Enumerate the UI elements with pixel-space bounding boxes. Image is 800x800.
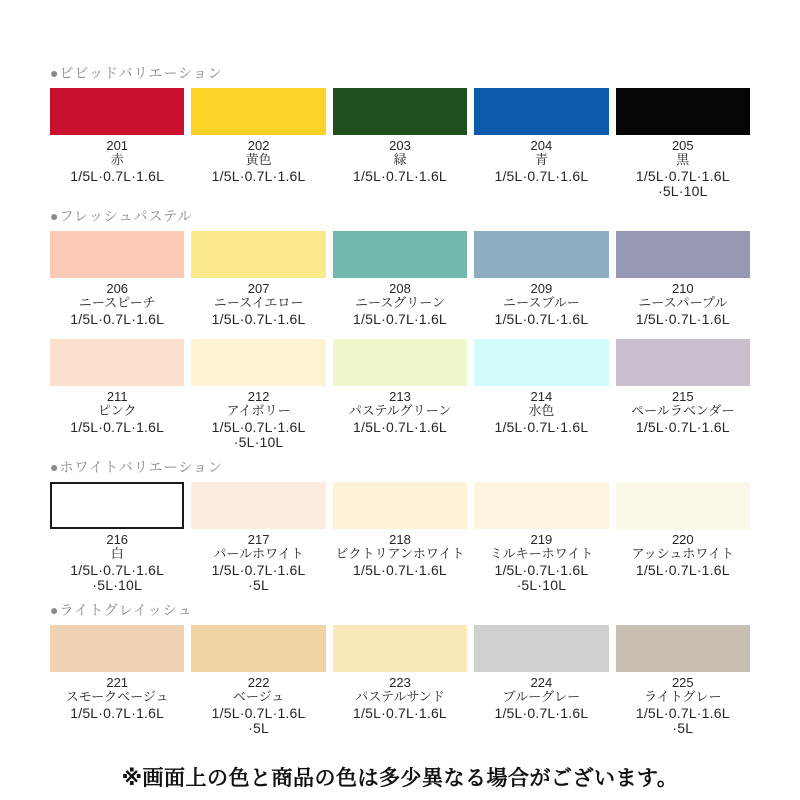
color-name: スモークベージュ [65,689,169,704]
color-code: 213 [389,389,411,404]
section-title: ●フレッシュパステル [50,208,193,224]
color-item-212 [191,339,325,450]
color-code: 205 [671,138,694,153]
color-code: 215 [671,389,694,404]
sizes-line-1: 1/5L·0.7L·1.6L [70,419,165,435]
section-vivid-variation [50,64,750,199]
color-item-219 [474,482,608,593]
color-code: 207 [247,281,270,296]
color-sizes [616,420,750,435]
sizes-line-2: ·5L [248,720,270,736]
color-code: 218 [389,532,411,547]
color-name: ニースイエロー [213,295,304,310]
color-disclaimer-note: ※画面上の色と商品の色は多少異なる場合がございます。 [121,767,679,790]
sizes-line-1: 1/5L·0.7L·1.6L [635,311,730,327]
sizes-line-1: 1/5L·0.7L·1.6L [635,419,730,435]
sizes-line-2: ·5L·10L [92,577,143,593]
color-code: 210 [671,281,694,296]
color-swatch [616,625,750,672]
sizes-line-1: 1/5L·0.7L·1.6L [635,705,730,721]
color-item-202 [191,88,325,199]
color-swatch [191,339,325,386]
color-swatch [474,482,608,529]
color-name: ビクトリアンホワイト [335,546,465,561]
sizes-line-1: 1/5L·0.7L·1.6L [353,419,447,435]
color-name: ペールラベンダー [631,403,735,418]
section-title: ●ホワイトバリエーション [50,459,223,475]
color-name: アッシュホワイト [631,546,735,561]
sizes-line-2: ·5L·10L [233,434,284,450]
color-sizes [50,312,184,327]
color-swatch [474,231,608,278]
color-code: 220 [671,532,694,547]
color-name: ニースブルー [502,295,580,310]
color-item-221 [50,625,184,736]
color-code: 221 [106,675,129,690]
color-name: パステルグリーン [348,403,452,418]
color-sizes [50,563,184,593]
color-sizes [616,706,750,736]
color-name: 水色 [528,403,555,418]
color-sizes [616,563,750,578]
color-code: 216 [106,532,129,547]
color-sizes [333,420,467,435]
color-code: 212 [247,389,270,404]
color-item-224 [474,625,608,736]
color-item-210 [616,231,750,327]
color-swatch [50,88,184,135]
sizes-line-2: ·5L [248,577,270,593]
color-swatch [50,231,184,278]
color-item-218 [333,482,467,593]
sizes-line-2: ·5L [672,720,694,736]
swatch-row [50,482,750,593]
color-sizes [474,312,608,327]
sizes-line-1: 1/5L·0.7L·1.6L [353,705,447,721]
color-name: 黒 [676,152,690,167]
sizes-line-1: 1/5L·0.7L·1.6L [353,311,447,327]
color-item-207 [191,231,325,327]
color-swatch [474,88,608,135]
color-sizes [191,312,325,327]
color-sizes [474,563,608,593]
sizes-line-1: 1/5L·0.7L·1.6L [211,419,306,435]
color-name: ミルキーホワイト [489,546,594,561]
color-code: 209 [530,281,553,296]
color-swatch [333,339,467,386]
color-item-215 [616,339,750,450]
color-item-205 [616,88,750,199]
color-swatch [50,482,184,529]
color-item-201 [50,88,184,199]
color-sizes [191,420,325,450]
color-item-209 [474,231,608,327]
color-swatch [616,339,750,386]
sizes-line-1: 1/5L·0.7L·1.6L [211,705,306,721]
color-code: 224 [530,675,553,690]
color-swatch [191,625,325,672]
color-code: 217 [247,532,270,547]
section-fresh-pastel [50,207,750,450]
sizes-line-1: 1/5L·0.7L·1.6L [70,168,165,184]
color-swatch [474,625,608,672]
sizes-line-2: ·5L·10L [516,577,567,593]
color-item-206 [50,231,184,327]
color-name: パステルサンド [355,689,445,704]
sizes-line-1: 1/5L·0.7L·1.6L [635,562,730,578]
color-name: ピンク [97,403,137,418]
color-item-222 [191,625,325,736]
color-swatch [616,88,750,135]
color-sizes [333,563,467,578]
color-swatch [191,482,325,529]
color-sizes [333,312,467,327]
color-item-220 [616,482,750,593]
color-name: 赤 [110,152,124,167]
color-swatch [50,625,184,672]
color-item-204 [474,88,608,199]
color-name: ライトグレー [644,689,722,704]
sizes-line-1: 1/5L·0.7L·1.6L [353,562,447,578]
color-code: 208 [389,281,411,296]
color-swatch [50,339,184,386]
sizes-line-1: 1/5L·0.7L·1.6L [494,419,589,435]
color-code: 219 [530,532,553,547]
color-sizes [474,420,608,435]
color-sizes [50,169,184,184]
section-light-grayish [50,601,750,736]
color-code: 222 [247,675,270,690]
color-item-223 [333,625,467,736]
color-swatch [474,339,608,386]
swatch-row [50,625,750,736]
color-name: 緑 [393,152,407,167]
color-sizes [474,169,608,184]
sizes-line-1: 1/5L·0.7L·1.6L [635,168,730,184]
color-sizes [50,706,184,721]
color-swatch [333,482,467,529]
sizes-line-1: 1/5L·0.7L·1.6L [494,562,589,578]
color-swatch [333,231,467,278]
sizes-line-2: ·5L·10L [657,183,708,199]
color-item-203 [333,88,467,199]
color-name: パールホワイト [213,546,304,561]
color-item-225 [616,625,750,736]
color-name: ニースパープル [638,295,728,310]
section-title: ●ライトグレイッシュ [50,602,193,618]
sizes-line-1: 1/5L·0.7L·1.6L [211,311,306,327]
sizes-line-1: 1/5L·0.7L·1.6L [353,168,447,184]
color-item-214 [474,339,608,450]
color-sizes [191,563,325,593]
sizes-line-1: 1/5L·0.7L·1.6L [211,168,306,184]
color-item-216 [50,482,184,593]
color-name: アイボリー [226,403,291,418]
color-name: ベージュ [232,689,285,704]
sizes-line-1: 1/5L·0.7L·1.6L [70,311,165,327]
sizes-line-1: 1/5L·0.7L·1.6L [494,168,589,184]
color-sizes [191,169,325,184]
color-code: 203 [389,138,411,153]
color-code: 223 [389,675,411,690]
color-swatch [191,231,325,278]
sizes-line-1: 1/5L·0.7L·1.6L [211,562,306,578]
color-sizes [616,312,750,327]
color-name: 黄色 [245,152,272,167]
color-item-213 [333,339,467,450]
color-name: 青 [534,152,548,167]
sizes-line-1: 1/5L·0.7L·1.6L [494,705,589,721]
color-code: 225 [671,675,694,690]
color-swatch [333,625,467,672]
color-code: 206 [106,281,129,296]
swatch-row [50,231,750,327]
color-swatch [191,88,325,135]
color-name: 白 [110,546,124,561]
color-item-211 [50,339,184,450]
color-name: ニースグリーン [354,295,446,310]
swatch-row [50,339,750,450]
color-swatch [616,231,750,278]
color-code: 211 [106,389,128,404]
color-code: 202 [247,138,270,153]
color-sizes [474,706,608,721]
color-swatch [616,482,750,529]
color-code: 214 [530,389,553,404]
color-item-217 [191,482,325,593]
color-swatch [333,88,467,135]
color-code: 201 [106,138,129,153]
color-name: ニースピーチ [78,295,156,310]
color-sizes [191,706,325,736]
color-sizes [50,420,184,435]
color-name: ブルーグレー [502,689,581,704]
section-white-variation [50,458,750,593]
sizes-line-1: 1/5L·0.7L·1.6L [494,311,589,327]
sizes-line-1: 1/5L·0.7L·1.6L [70,562,165,578]
swatch-row [50,88,750,199]
color-code: 204 [530,138,553,153]
color-sizes [616,169,750,199]
color-sizes [333,706,467,721]
sizes-line-1: 1/5L·0.7L·1.6L [70,705,165,721]
color-sizes [333,169,467,184]
color-item-208 [333,231,467,327]
section-title: ●ビビッドバリエーション [50,65,223,81]
